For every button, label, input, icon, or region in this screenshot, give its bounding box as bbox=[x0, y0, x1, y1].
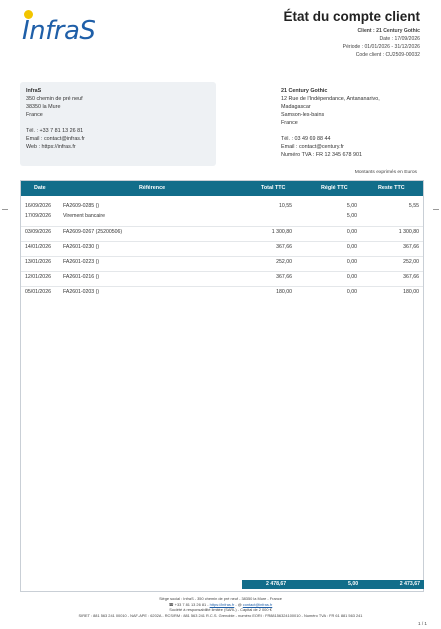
row-total: 1 300,80 bbox=[271, 229, 292, 235]
row-rest: 367,66 bbox=[403, 244, 419, 250]
recipient-address2: Madagascar bbox=[281, 104, 311, 110]
row-paid: 5,00 bbox=[346, 213, 357, 219]
right-fold-mark bbox=[433, 209, 439, 210]
table-row bbox=[21, 226, 423, 237]
row-date: 13/01/2026 bbox=[25, 259, 51, 265]
row-reference: FA2601-0223 () bbox=[63, 259, 100, 265]
recipient-email: Email : contact@century.fr bbox=[281, 144, 344, 150]
table-row bbox=[21, 256, 423, 267]
row-paid: 0,00 bbox=[346, 244, 357, 250]
row-reference: FA2601-0203 () bbox=[63, 289, 100, 295]
sender-email: Email : contact@infras.fr bbox=[26, 136, 85, 142]
row-rest: 252,00 bbox=[403, 259, 419, 265]
row-rest: 5,55 bbox=[408, 203, 419, 209]
sender-address1: 350 chemin de pré neuf bbox=[26, 96, 83, 102]
footer-phone: ☎ +33 7 81 13 26 81 - bbox=[168, 601, 210, 607]
total-ttc: 2 478,67 bbox=[266, 581, 287, 587]
date-line: Date : 17/09/2026 bbox=[379, 36, 420, 42]
currency-note: Montants exprimés en Euros bbox=[354, 170, 417, 175]
row-paid: 0,00 bbox=[346, 229, 357, 235]
page-number: 1 / 1 bbox=[418, 621, 427, 626]
row-total: 367,66 bbox=[276, 244, 292, 250]
client-line: Client : 21 Century Gothic bbox=[357, 28, 420, 34]
footer-headquarters: Siège social : InfraS - 350 chemin de pré neuf - 38350 la Mure - France bbox=[159, 596, 282, 601]
recipient-phone: Tél. : 03 49 69 88 44 bbox=[281, 136, 331, 142]
table-row bbox=[21, 241, 423, 252]
table-row bbox=[21, 286, 423, 297]
header-rest: Reste TTC bbox=[378, 185, 405, 191]
row-date: 03/09/2026 bbox=[25, 229, 51, 235]
row-paid: 0,00 bbox=[346, 274, 357, 280]
period-line: Période : 01/01/2026 - 31/12/2026 bbox=[342, 44, 420, 50]
row-rest: 180,00 bbox=[403, 289, 419, 295]
logo-text: InfraS bbox=[22, 16, 96, 46]
recipient-address-box bbox=[275, 82, 425, 166]
row-rest: 1 300,80 bbox=[398, 229, 419, 235]
header-reference: Référence bbox=[139, 185, 166, 191]
row-total: 252,00 bbox=[276, 259, 292, 265]
row-rest: 367,66 bbox=[403, 274, 419, 280]
row-paid: 0,00 bbox=[346, 289, 357, 295]
row-date: 17/09/2026 bbox=[25, 213, 51, 219]
footer-separator: - @ bbox=[234, 601, 243, 607]
row-total: 367,66 bbox=[276, 274, 292, 280]
row-date: 05/01/2026 bbox=[25, 289, 51, 295]
sender-web: Web : https://infras.fr bbox=[26, 144, 76, 150]
header-total: Total TTC bbox=[261, 185, 286, 191]
footer-registration: SIRET : 881 563 241 00010 - NAF-APE : 6202A - RCS/RM : 881 563 241 R.C.S. Grenoble - numéro EORI : FR88156324100010 - Numéro TVA : FR 61 881 563 241 bbox=[78, 612, 363, 618]
table-row bbox=[21, 271, 423, 282]
table-header bbox=[21, 181, 423, 196]
sender-phone: Tél. : +33 7 81 13 26 81 bbox=[26, 128, 84, 134]
footer-web-link[interactable]: https://infras.fr bbox=[209, 601, 235, 607]
sender-address-box bbox=[20, 82, 216, 166]
row-reference: FA2601-0230 () bbox=[63, 244, 100, 250]
row-reference: FA2609-0285 () bbox=[63, 203, 100, 209]
header-date: Date bbox=[34, 185, 46, 191]
row-paid: 0,00 bbox=[346, 259, 357, 265]
total-rest: 2 473,67 bbox=[399, 581, 420, 587]
row-reference: FA2609-0267 (25200506) bbox=[63, 229, 123, 235]
header-paid: Réglé TTC bbox=[321, 185, 348, 191]
recipient-city: Samson-les-bains bbox=[281, 112, 325, 118]
totals-row bbox=[242, 580, 424, 589]
footer-legal-form: Société à responsabilité limitée (SARL) - Capital de 2 000 € bbox=[169, 607, 272, 613]
row-date: 14/01/2026 bbox=[25, 244, 51, 250]
row-date: 12/01/2026 bbox=[25, 274, 51, 280]
company-logo bbox=[22, 10, 112, 44]
recipient-country: France bbox=[281, 120, 298, 126]
total-paid: 5,00 bbox=[348, 581, 359, 587]
table-row bbox=[21, 211, 423, 222]
sender-country: France bbox=[26, 112, 43, 118]
row-paid: 5,00 bbox=[346, 203, 357, 209]
row-total: 180,00 bbox=[276, 289, 292, 295]
sender-name: InfraS bbox=[26, 88, 42, 94]
sender-address2: 38350 la Mure bbox=[26, 104, 61, 110]
footer-email-link[interactable]: contact@infras.fr bbox=[242, 601, 273, 607]
row-reference: FA2601-0216 () bbox=[63, 274, 100, 280]
document-title: État du compte client bbox=[283, 9, 420, 24]
client-code-line: Code client : CU2509-00032 bbox=[355, 52, 420, 58]
footer bbox=[0, 596, 441, 618]
left-fold-mark bbox=[2, 209, 8, 210]
row-total: 10,55 bbox=[279, 203, 292, 209]
account-statement-table bbox=[20, 180, 424, 592]
row-reference: Virement bancaire bbox=[63, 213, 106, 219]
row-date: 16/09/2026 bbox=[25, 203, 51, 209]
recipient-address1: 12 Rue de l'Indépendance, Antananarivo, bbox=[281, 96, 380, 102]
document-meta bbox=[343, 27, 420, 59]
recipient-vat: Numéro TVA : FR 12 345 678 901 bbox=[281, 152, 363, 158]
recipient-name: 21 Century Gothic bbox=[281, 88, 328, 94]
